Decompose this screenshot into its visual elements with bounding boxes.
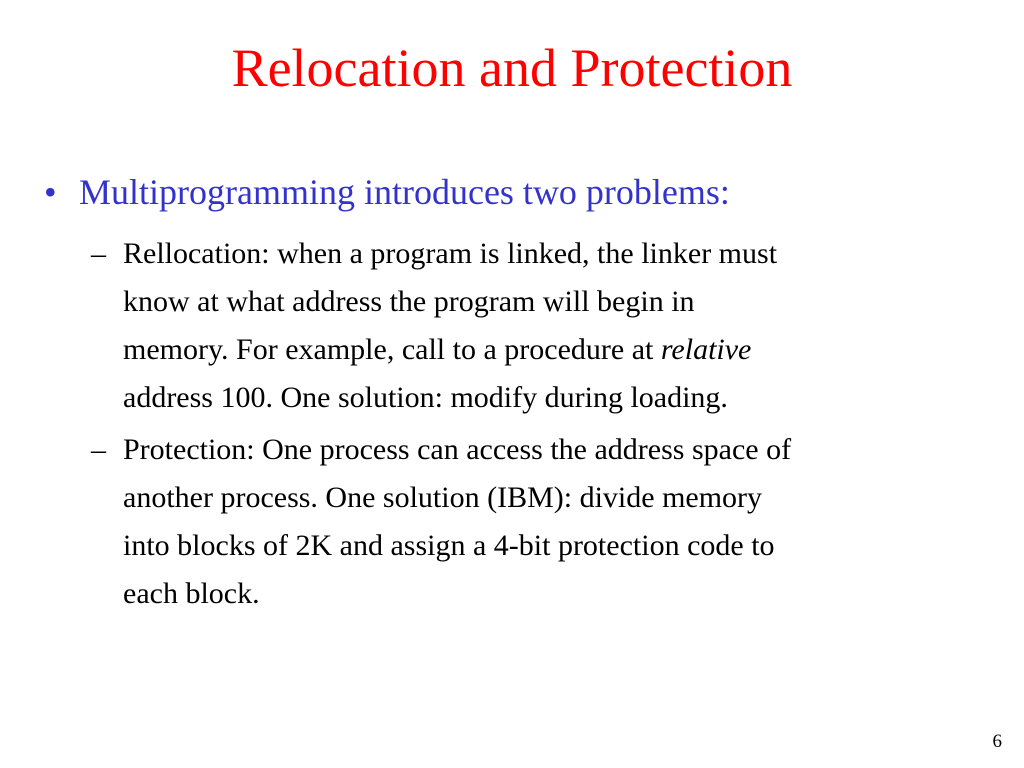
- slide-title: Relocation and Protection: [231, 38, 793, 98]
- sub-bullet-line: into blocks of 2K and assign a 4-bit protection code to: [123, 529, 775, 562]
- sub-bullet-line: [91, 426, 1011, 474]
- page-number: 6: [992, 731, 1002, 752]
- sub-bullet-line: each block.: [123, 577, 260, 610]
- main-bullet-text: Multiprogramming introduces two problems:: [79, 172, 730, 212]
- emphasis-relative: relative: [660, 333, 752, 366]
- sub-bullet-text: memory. For example, call to a procedure at: [123, 333, 661, 366]
- dash-marker: –: [91, 237, 106, 270]
- sub-bullet-protection: [91, 426, 1011, 618]
- sub-bullet-line: [91, 326, 1011, 374]
- sub-bullet-line: know at what address the program will begin in: [123, 285, 695, 318]
- sub-bullet-line: address 100. One solution: modify during loading.: [123, 381, 728, 414]
- sub-bullet-relocation: [91, 230, 1011, 422]
- sub-bullet-line: [91, 230, 1011, 278]
- sub-bullet-line: another process. One solution (IBM): divide memory: [123, 481, 763, 514]
- sub-bullet-text: Rellocation: when a program is linked, the linker must: [123, 237, 778, 270]
- main-bullet: [44, 166, 730, 218]
- dash-marker: –: [91, 433, 106, 466]
- bullet-marker: •: [44, 172, 57, 212]
- sub-bullet-text: Protection: One process can access the address space of: [123, 433, 792, 466]
